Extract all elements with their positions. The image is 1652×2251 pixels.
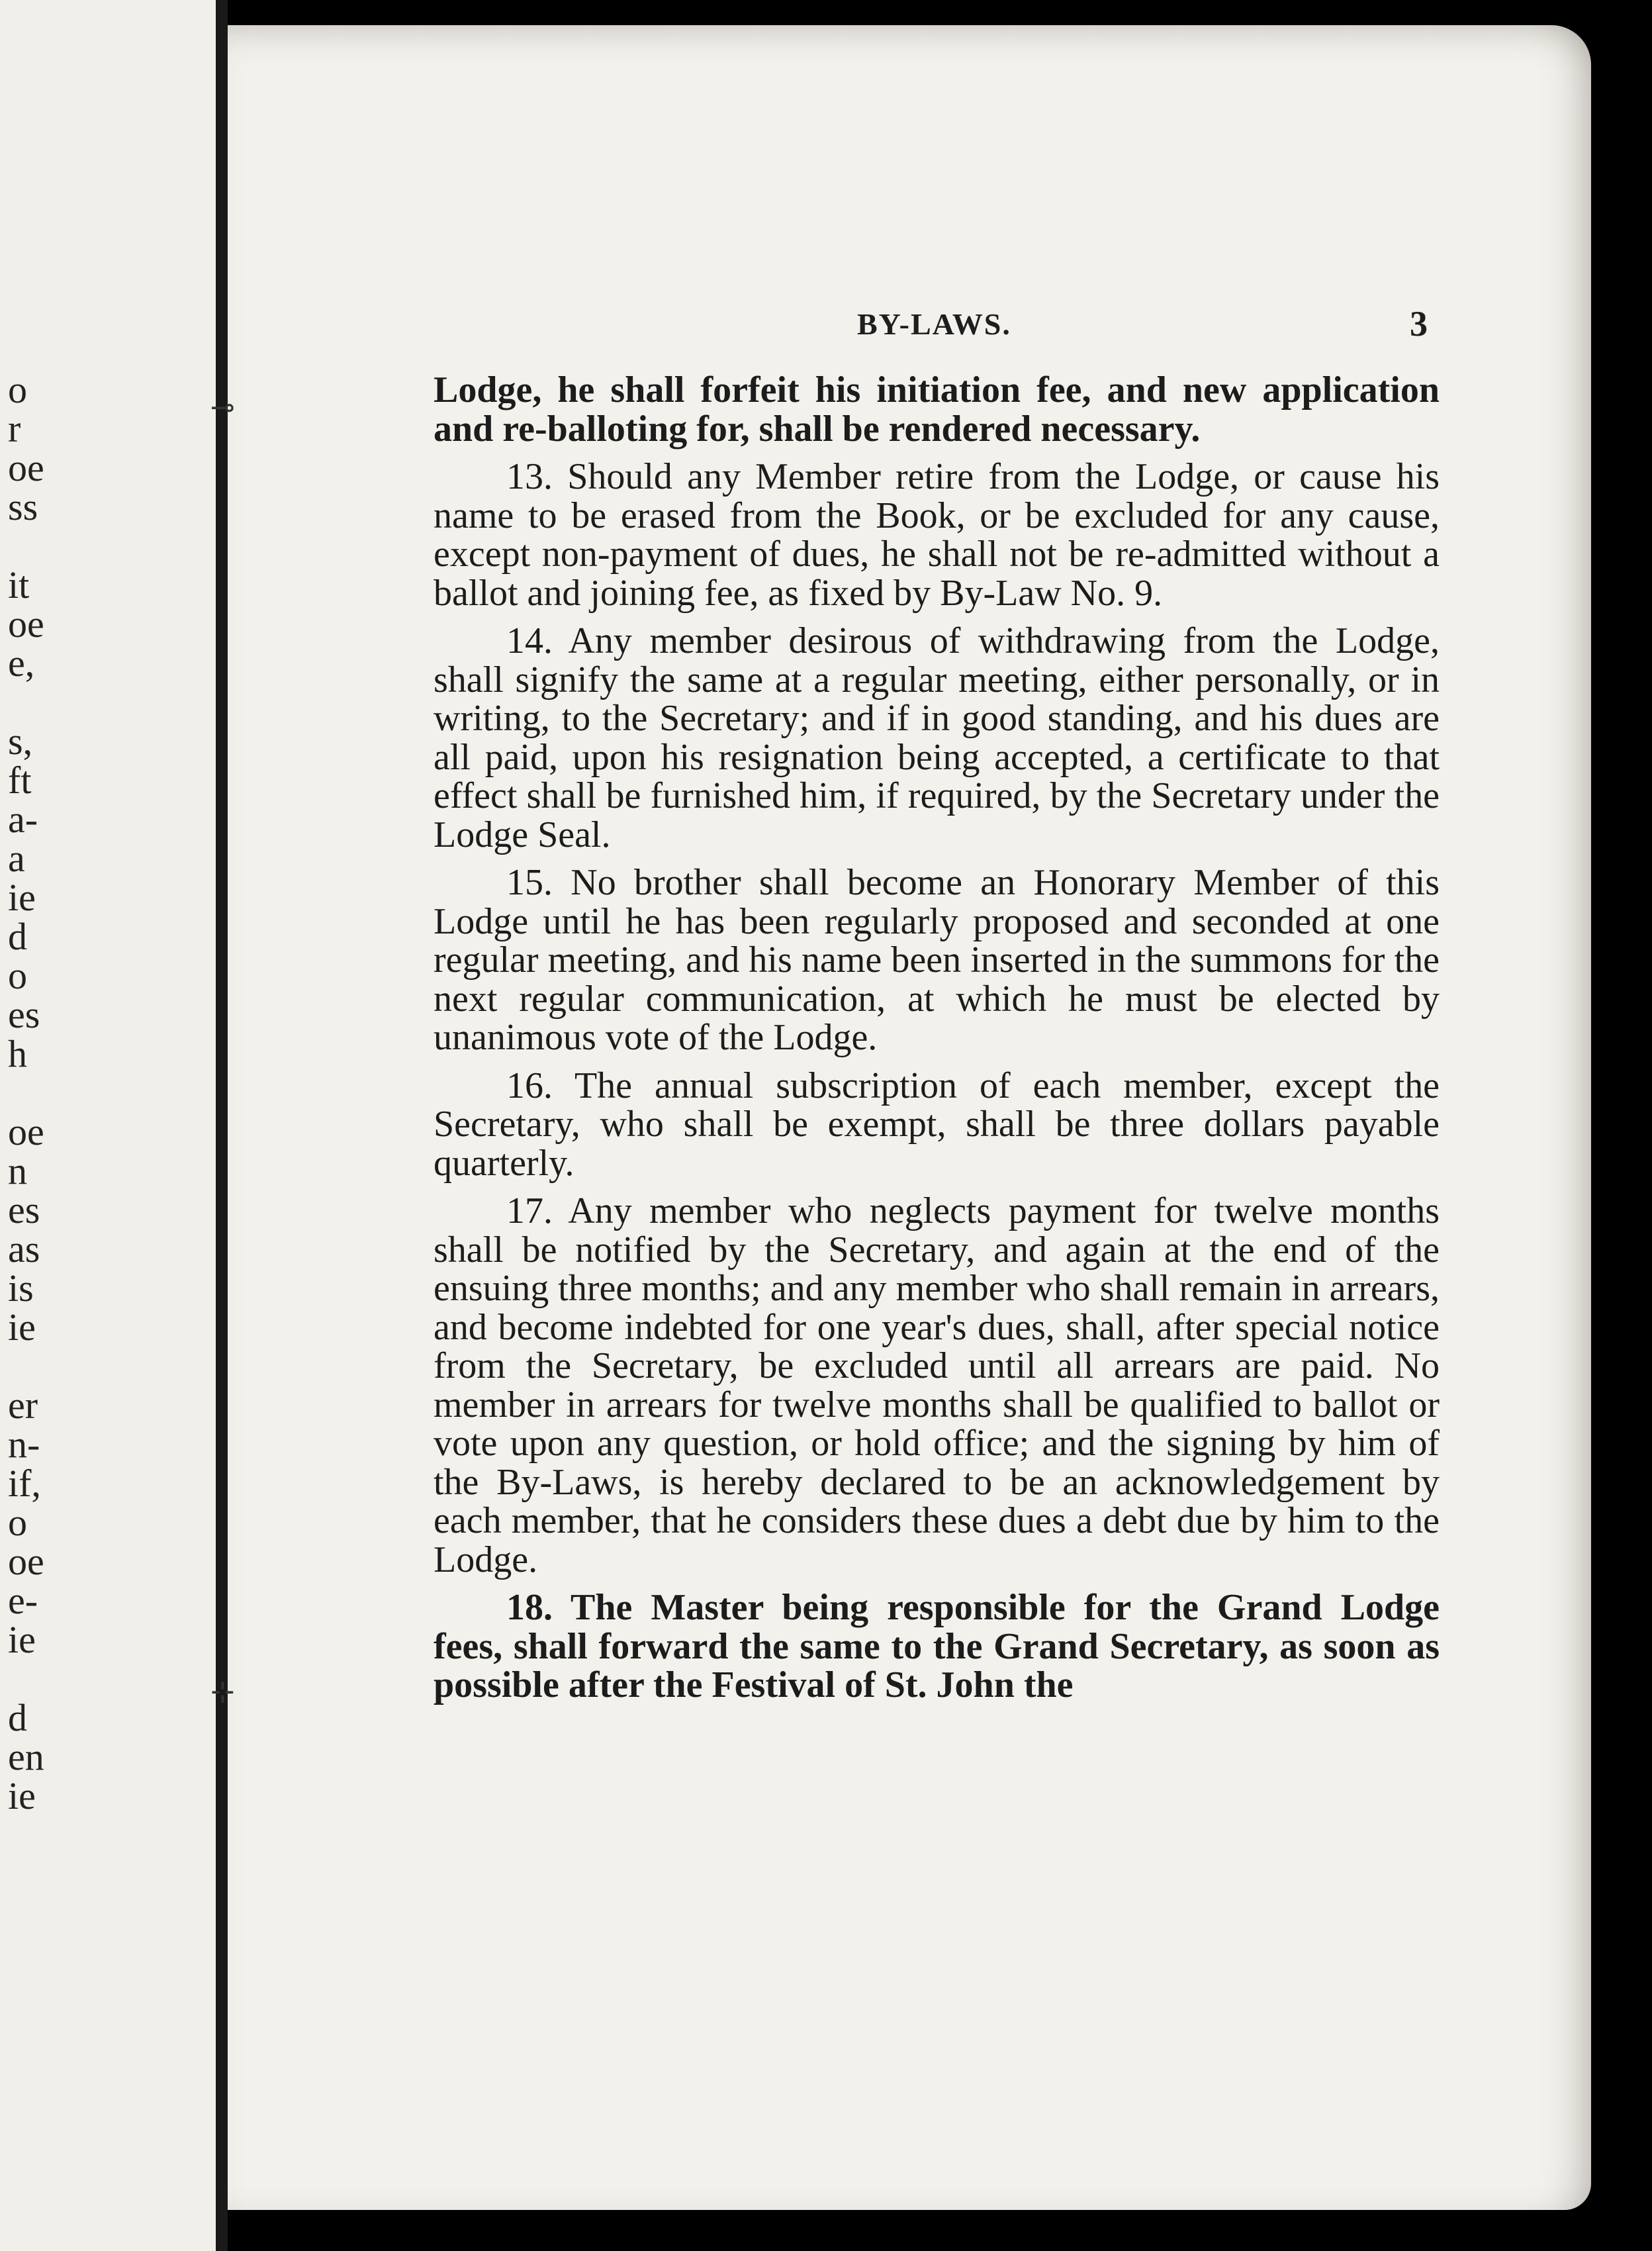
left-page-fragment: a <box>8 837 25 880</box>
left-page-fragment: ie <box>8 1618 36 1661</box>
left-page-fragment: if, <box>8 1462 41 1505</box>
left-page-fragment: oe <box>8 602 44 646</box>
left-page-fragment: ss <box>8 485 38 528</box>
left-page-fragment: ie <box>8 1774 36 1817</box>
running-head: BY-LAWS. <box>857 307 1011 341</box>
left-page-fragment: s, <box>8 720 33 763</box>
book-gutter <box>216 0 228 2251</box>
left-page-fragment: es <box>8 1188 40 1231</box>
left-page-fragment: n <box>8 1149 27 1192</box>
bylaw-17: 17. Any member who neglects payment for twelve months shall be notified by the Secretary, and again at the end of the ensuing three months; and any member who shall remain in arrears, and become indebted for one year's dues, shall, after special notice from the Secretary, be excluded until all arrears are paid. No member in arrears for twelve months shall be qualified to ballot or vote upon any question, or hold office; and the signing by him of the By-Laws, is hereby declared to be an acknowledgement by each member, that he considers these dues a debt due by him to the Lodge. <box>434 1190 1440 1580</box>
left-page-fragment: ie <box>8 876 36 919</box>
left-page-fragment: h <box>8 1032 27 1075</box>
left-page-fragment: e- <box>8 1579 38 1622</box>
left-page-fragment: er <box>8 1384 38 1427</box>
bylaw-18: 18. The Master being responsible for the Grand Lodge fees, shall forward the same to the Grand Secretary, as soon as possible after the Festival of St. John the <box>434 1587 1440 1705</box>
left-page-fragment: en <box>8 1735 44 1778</box>
bylaw-14: 14. Any member desirous of withdrawing from the Lodge, shall signify the same at a regular meeting, either personally, or in writing, to the Secretary; and if in good standing, and his dues are all paid, upon his resignation being accepted, a certificate to that effect shall be furnished him, if required, by the Secretary under the Lodge Seal. <box>434 620 1440 855</box>
bylaw-15: 15. No brother shall become an Honorary Member of this Lodge until he has been regularly proposed and seconded at one regular meeting, and his name been inserted in the summons for the next regular communication, at which he must be elected by unanimous vote of the Lodge. <box>434 862 1440 1058</box>
left-page-fragment: r <box>8 407 21 450</box>
page-number: 3 <box>1410 304 1428 344</box>
gutter-mark-icon: ⊸ <box>210 391 235 424</box>
left-page-fragment: e, <box>8 642 35 685</box>
left-page-fragment: it <box>8 563 30 606</box>
left-page-fragment: as <box>8 1227 40 1270</box>
left-page-fragment: d <box>8 1696 27 1739</box>
left-page-fragment: oe <box>8 1540 44 1583</box>
left-facing-page <box>0 0 218 2251</box>
left-page-fragment: ie <box>8 1306 36 1349</box>
gutter-mark-icon: ⊹ <box>210 1675 235 1709</box>
left-page-fragment: a- <box>8 798 38 841</box>
left-page-fragment: is <box>8 1267 34 1310</box>
left-page-fragment: o <box>8 368 27 411</box>
left-page-fragment: n- <box>8 1423 40 1466</box>
bylaw-13: 13. Should any Member retire from the Lodge, or cause his name to be erased from the Book, or be excluded for any cause, except non-payment of dues, he shall not be re-admitted without a ballot and joining fee, as fixed by By-Law No. 9. <box>434 456 1440 614</box>
bylaw-16: 16. The annual subscription of each member, except the Secretary, who shall be exempt, shall be three dollars payable quarterly. <box>434 1065 1440 1184</box>
left-page-fragment: oe <box>8 446 44 489</box>
left-page-fragment: es <box>8 993 40 1036</box>
left-page-fragment: d <box>8 915 27 958</box>
paragraph-continuation: Lodge, he shall forfeit his initiation fee, and new application and re-balloting for, shall be rendered necessary. <box>434 369 1440 450</box>
page-body <box>434 371 1440 1714</box>
left-page-fragment: o <box>8 954 27 997</box>
left-page-fragment: o <box>8 1501 27 1544</box>
left-page-fragment: ft <box>8 759 32 802</box>
left-page-fragment: oe <box>8 1110 44 1153</box>
